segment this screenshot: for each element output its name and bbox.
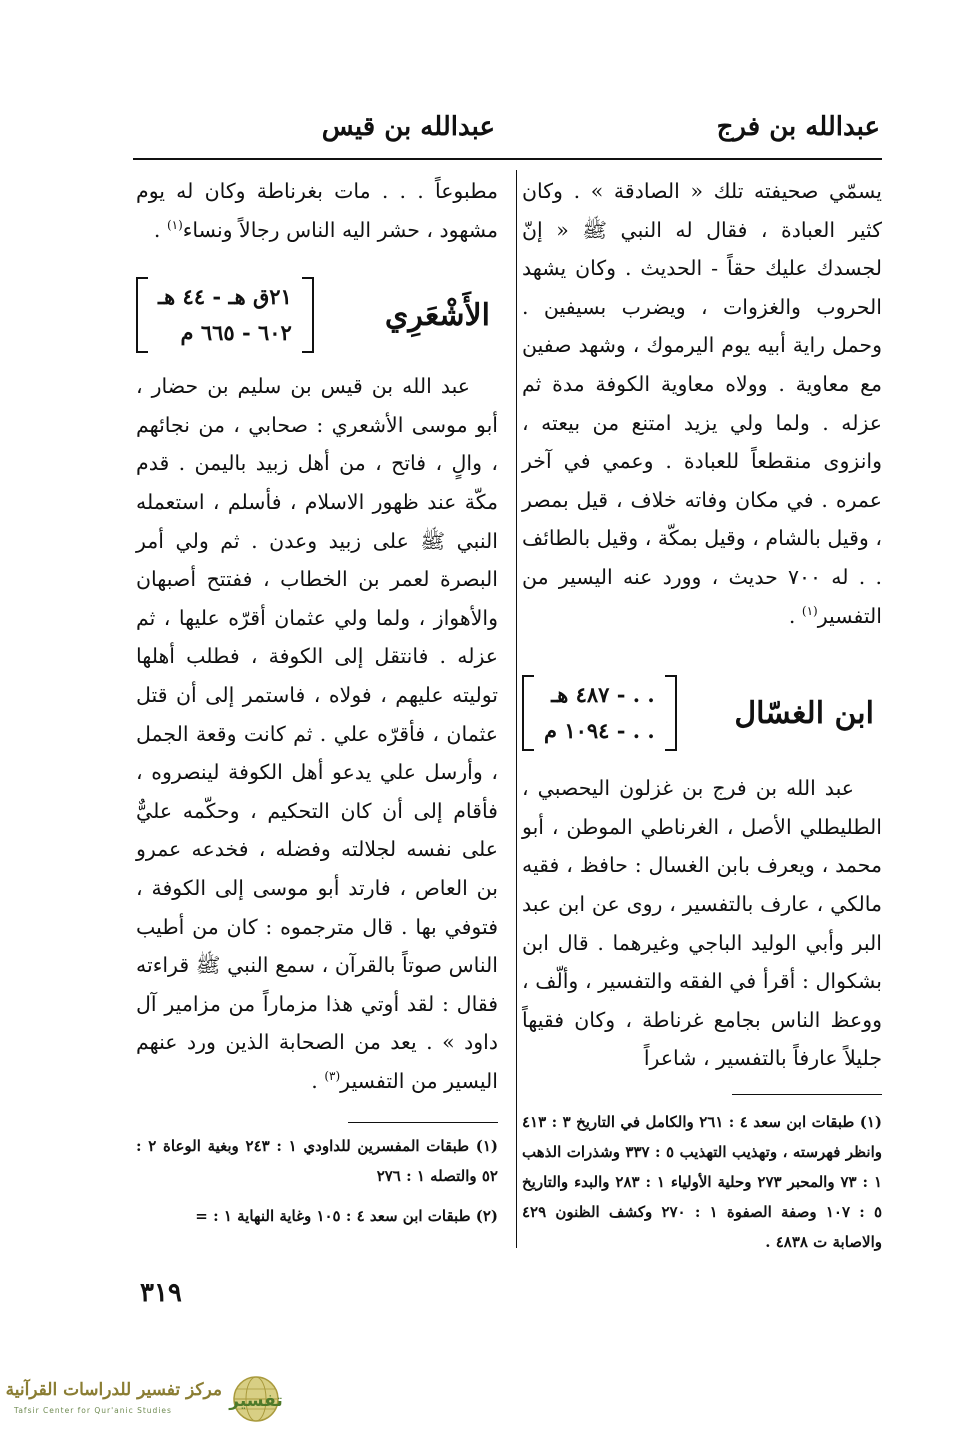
entry-heading-al-ashari	[136, 277, 498, 353]
globe-icon	[222, 1374, 290, 1424]
right-column	[522, 172, 882, 1257]
right-continuation-paragraph	[522, 172, 882, 635]
entry-heading-ibn-al-ghassal	[522, 675, 882, 751]
left-column	[136, 172, 498, 1231]
date-hijri: ٢١ق هـ - ٤٤ هـ	[158, 284, 292, 310]
footnote: (٢) طبقات ابن سعد ٤ : ١٠٥ وغاية النهاية ١ : =	[195, 1207, 498, 1226]
entry-name: الأَشْعَرِي	[384, 297, 490, 333]
entry-name: ابن الغسّال	[734, 695, 874, 731]
tafsir-center-logo	[5, 1374, 290, 1424]
left-continuation-text: مطبوعاً . . . مات بغرناطة وكان له يوم مشهود ، حشر اليه الناس رجالاً ونساء	[136, 179, 498, 242]
entry-dates	[522, 675, 677, 751]
footnote-rule	[732, 1094, 882, 1095]
entry-biography-end: .	[311, 1068, 325, 1093]
entry-biography: عبد الله بن فرج بن غزلون اليحصبي ، الطليطلي الأصل ، الغرناطي الموطن ، أبو محمد ، ويعرف بابن الغسال : حافظ ، فقيه مالكي ، عارف بالتفسير ، روى عن ابن عبد البر وأبي الوليد الباجي وغيرهما . قال ابن بشكوال : أقرأ في الفقه والتفسير ، وألّف ، ووعظ الناس بجامع غرناطة ، وكان فقيهاً جليلاً عارفاً بالتفسير ، شاعراً	[522, 776, 882, 1071]
left-continuation-end: .	[153, 217, 167, 242]
footnote: (١) طبقات ابن سعد ٤ : ٢٦١ والكامل في التاريخ ٣ : ٤١٣ وانظر فهرسته ، وتهذيب التهذيب ٥ : ٣٣٧ وشذرات الذهب ١ : ٧٣ والمحبر ٢٧٣ وحلية الأولياء ١ : ٢٨٣ والبدء والتاريخ ٥ : ١٠٧ وصفة الصفوة ١ : ٢٧٠ وكشف الظنون ٤٢٩ والاصابة ت ٤٨٣٨ .	[522, 1112, 883, 1251]
footnote-marker: (١)	[801, 603, 818, 618]
running-head-left: عبدالله بن قيس	[321, 112, 495, 142]
entry-biography-text: عبد الله بن قيس بن سليم بن حضار ، أبو موسى الأشعري : صحابي ، من نجائهم ، والٍ ، فاتح ، من أهل زبيد باليمن . قدم مكّة عند ظهور الاسلام ، فأسلم ، استعمله النبي ﷺ على زبيد وعدن . ثم ولي أمر البصرة لعمر بن الخطاب ، ففتتح أصبهان والأهواز ، ولما ولي عثمان أقرّه عليها ، ثم عزله . فانتقل إلى الكوفة ، فطلب أهلها توليته عليهم ، فولاه ، فاستمر إلى أن قتل عثمان ، فأقرّه علي . ثم كانت وقعة الجمل ، وأرسل علي يدعو أهل الكوفة لينصروه ، فأقام إلى أن كان التحكيم ، وحكّمه عليٌّ على نفسه لجلالته وفضله ، فخدعه عمرو بن العاص ، فارتد أبو موسى إلى الكوفة ، فتوفي بها . قال مترجموه : كان من أطيب الناس صوتاً بالقرآن ، سمع النبي ﷺ قراءته فقال : لقد أوتي هذا مزماراً من مزامير آل داود » . يعد من الصحابة الذين ورد عنهم اليسير من التفسير	[136, 374, 498, 1093]
entry-dates	[136, 277, 314, 353]
column-divider	[516, 170, 517, 1248]
date-hijri: . . - ٤٨٧ هـ	[551, 682, 655, 708]
logo-english-text: Tafsir Center for Qur'anic Studies	[14, 1406, 172, 1415]
right-continuation-end: .	[788, 603, 802, 628]
logo-mark-text: تفسير	[229, 1391, 283, 1411]
running-head-right: عبدالله بن فرج	[716, 112, 880, 142]
footnote-marker: (١)	[166, 217, 183, 232]
date-gregorian: ٦٠٢ - ٦٦٥ م	[180, 320, 292, 346]
footnote-marker: (٣)	[324, 1069, 341, 1084]
header-rule	[133, 158, 882, 160]
footnote-rule	[348, 1122, 498, 1123]
left-continuation-paragraph	[136, 172, 498, 249]
logo-wordmark	[5, 1380, 222, 1420]
logo-arabic-text: مركز تفسير للدراسات القرآنية	[5, 1380, 222, 1400]
date-gregorian: . . - ١٠٩٤ م	[544, 718, 655, 744]
page-number: ٣١٩	[140, 1278, 182, 1308]
entry-biography	[136, 367, 498, 1100]
right-continuation-text: يسمّي صحيفته تلك « الصادقة » . وكان كثير العبادة ، فقال له النبي ﷺ « إنّ لجسدك عليك حقاً - الحديث . وكان يشهد الحروب والغزوات ، ويضرب بسيفين . وحمل راية أبيه يوم اليرموك ، وشهد صفين مع معاوية . وولاه معاوية الكوفة مدة ثم عزله . ولما ولي يزيد امتنع من بيعته ، وانزوى منقطعاً للعبادة . وعمي في آخر عمره . في مكان وفاته خلاف ، قيل بمصر ، وقيل بالشام ، وقيل بمكّة ، وقيل بالطائف . . له ٧٠٠ حديث ، وورد عنه اليسير من التفسير	[522, 179, 883, 628]
footnote: (١) طبقات المفسرين للداودي ١ : ٢٤٣ وبغية الوعاة ٢ : ٥٢ والتصله ١ : ٢٧٦	[136, 1137, 499, 1186]
